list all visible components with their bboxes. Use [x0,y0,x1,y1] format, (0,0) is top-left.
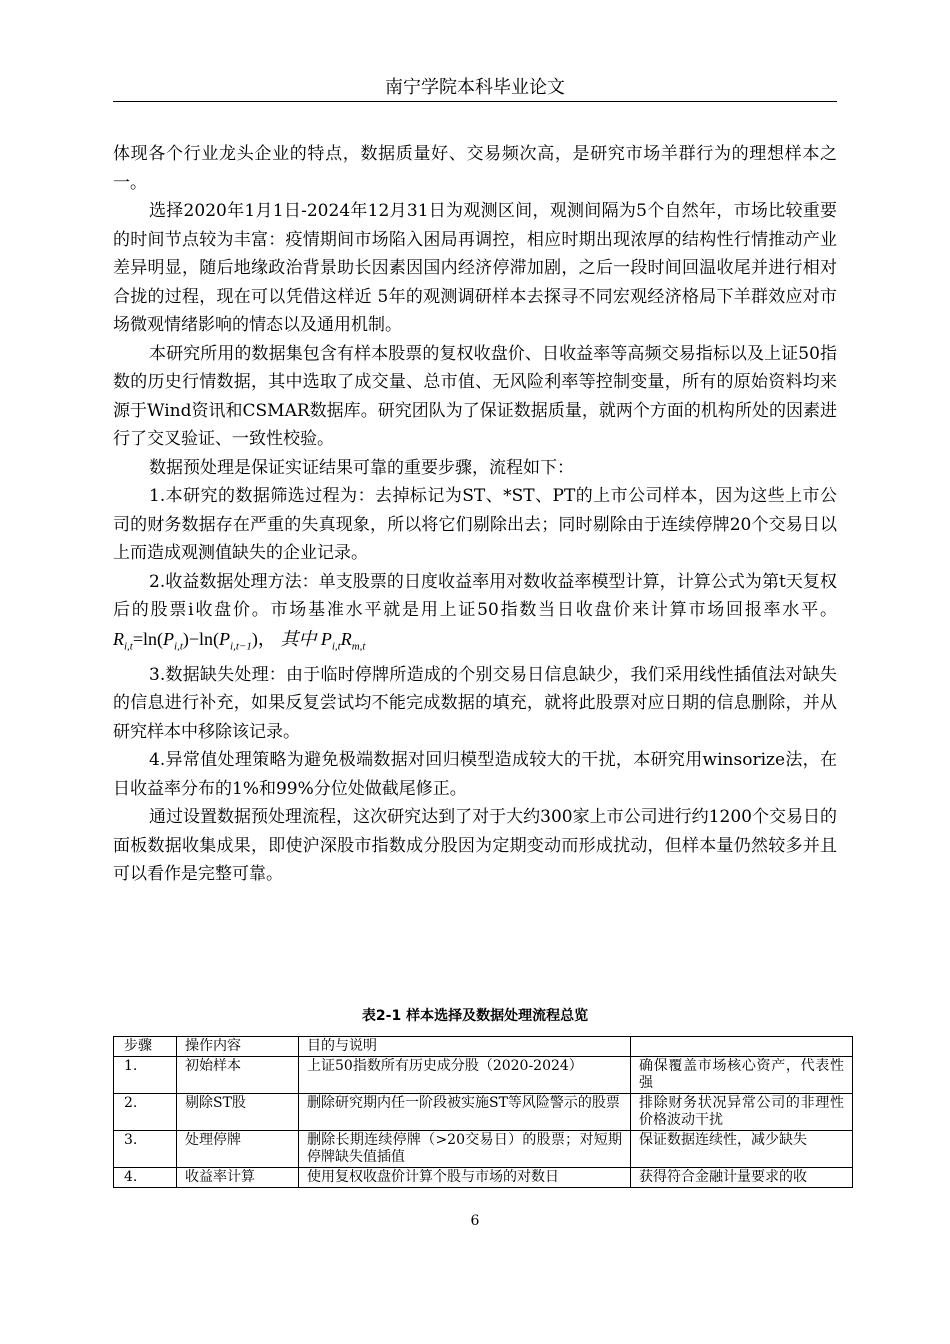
body-text [113,140,837,889]
table-row [114,1057,853,1094]
cell-step: 3. [114,1131,177,1168]
cell-extra: 确保覆盖市场核心资产，代表性强 [631,1057,853,1094]
header-rule [113,101,837,102]
cell-purpose: 删除长期连续停牌（>20交易日）的股票；对短期停牌缺失值插值 [299,1131,631,1168]
process-table [113,1036,853,1188]
cell-extra: 保证数据连续性，减少缺失 [631,1131,853,1168]
table-row [114,1168,853,1188]
cell-step: 4. [114,1168,177,1188]
paragraph-7: 3.数据缺失处理：由于临时停牌所造成的个别交易日信息缺少，我们采用线性插值法对缺失的信息进行补充，如果反复尝试均不能完成数据的填充，就将此股票对应日期的信息删除，并从研究样本中移除该记录。 [113,664,837,742]
cell-purpose: 使用复权收盘价计算个股与市场的对数日 [299,1168,631,1188]
page-number: 6 [470,1213,480,1229]
page-header: 南宁学院本科毕业论文 [385,77,565,98]
cell-step: 1. [114,1057,177,1094]
table-row [114,1094,853,1131]
table-header-row [114,1037,853,1057]
header-purpose: 目的与说明 [299,1037,631,1057]
cell-step: 2. [114,1094,177,1131]
paragraph-6-text: 2.收益数据处理方法：单支股票的日度收益率用对数收益率模型计算，计算公式为第t天复权后的股票i收盘价。市场基准水平就是用上证50指数当日收盘价来计算市场回报率水平。 [113,571,837,620]
table-row [114,1131,853,1168]
cell-operation: 收益率计算 [177,1168,299,1188]
header-step: 步骤 [114,1037,177,1057]
header-operation: 操作内容 [177,1037,299,1057]
paragraph-9: 通过设置数据预处理流程，这次研究达到了对于大约300家上市公司进行约1200个交易日的面板数据收集成果，即使沪深股市指数成分股因为定期变动而形成扰动，但样本量仍然较多并且可以看作是完整可靠。 [113,807,837,885]
paragraph-3: 本研究所用的数据集包含有样本股票的复权收盘价、日收益率等高频交易指标以及上证50指数的历史行情数据，其中选取了成交量、总市值、无风险利率等控制变量，所有的原始资料均来源于Wind资讯和CSMAR数据库。研究团队为了保证数据质量，就两个方面的机构所处的因素进行了交叉验证、一致性校验。 [113,343,837,449]
paragraph-4: 数据预处理是保证实证结果可靠的重要步骤，流程如下： [149,457,574,478]
cell-purpose: 删除研究期内任一阶段被实施ST等风险警示的股票 [299,1094,631,1131]
paragraph-6 [113,568,837,661]
paragraph-2: 选择2020年1月1日-2024年12月31日为观测区间，观测间隔为5个自然年，市场比较重要的时间节点较为丰富：疫情期间市场陷入困局再调控，相应时期出现浓厚的结构性行情推动产业差异明显，随后地缘政治背景助长因素因国内经济停滞加剧，之后一段时间回温收尾并进行相对合拢的过程，现在可以凭借这样近 5年的观测调研样本去探寻不同宏观经济格局下羊群效应对市场微观情绪影响的情态以及通用机制。 [113,201,837,335]
cell-extra: 获得符合金融计量要求的收 [631,1168,853,1188]
paragraph-8: 4.异常值处理策略为避免极端数据对回归模型造成较大的干扰，本研究用winsorize法，在日收益率分布的1%和99%分位处做截尾修正。 [113,750,837,799]
cell-operation: 处理停牌 [177,1131,299,1168]
header-extra [631,1037,853,1057]
cell-operation: 初始样本 [177,1057,299,1094]
cell-purpose: 上证50指数所有历史成分股（2020-2024） [299,1057,631,1094]
cell-operation: 剔除ST股 [177,1094,299,1131]
cell-extra: 排除财务状况异常公司的非理性价格波动干扰 [631,1094,853,1131]
paragraph-5: 1.本研究的数据筛选过程为：去掉标记为ST、*ST、PT的上市公司样本，因为这些上市公司的财务数据存在严重的失真现象，所以将它们剔除出去；同时剔除由于连续停牌20个交易日以上而造成观测值缺失的企业记录。 [113,486,837,563]
table-caption: 表2-1 样本选择及数据处理流程总览 [361,1008,589,1024]
paragraph-1: 体现各个行业龙头企业的特点，数据质量好、交易频次高，是研究市场羊群行为的理想样本之一。 [113,144,837,193]
return-formula: $R_{i,t}=\ln(P_{i,t})-\ln(P_{i,t-1})$， 其中 $P_{i,t}R_{m,t}$ [113,628,366,653]
